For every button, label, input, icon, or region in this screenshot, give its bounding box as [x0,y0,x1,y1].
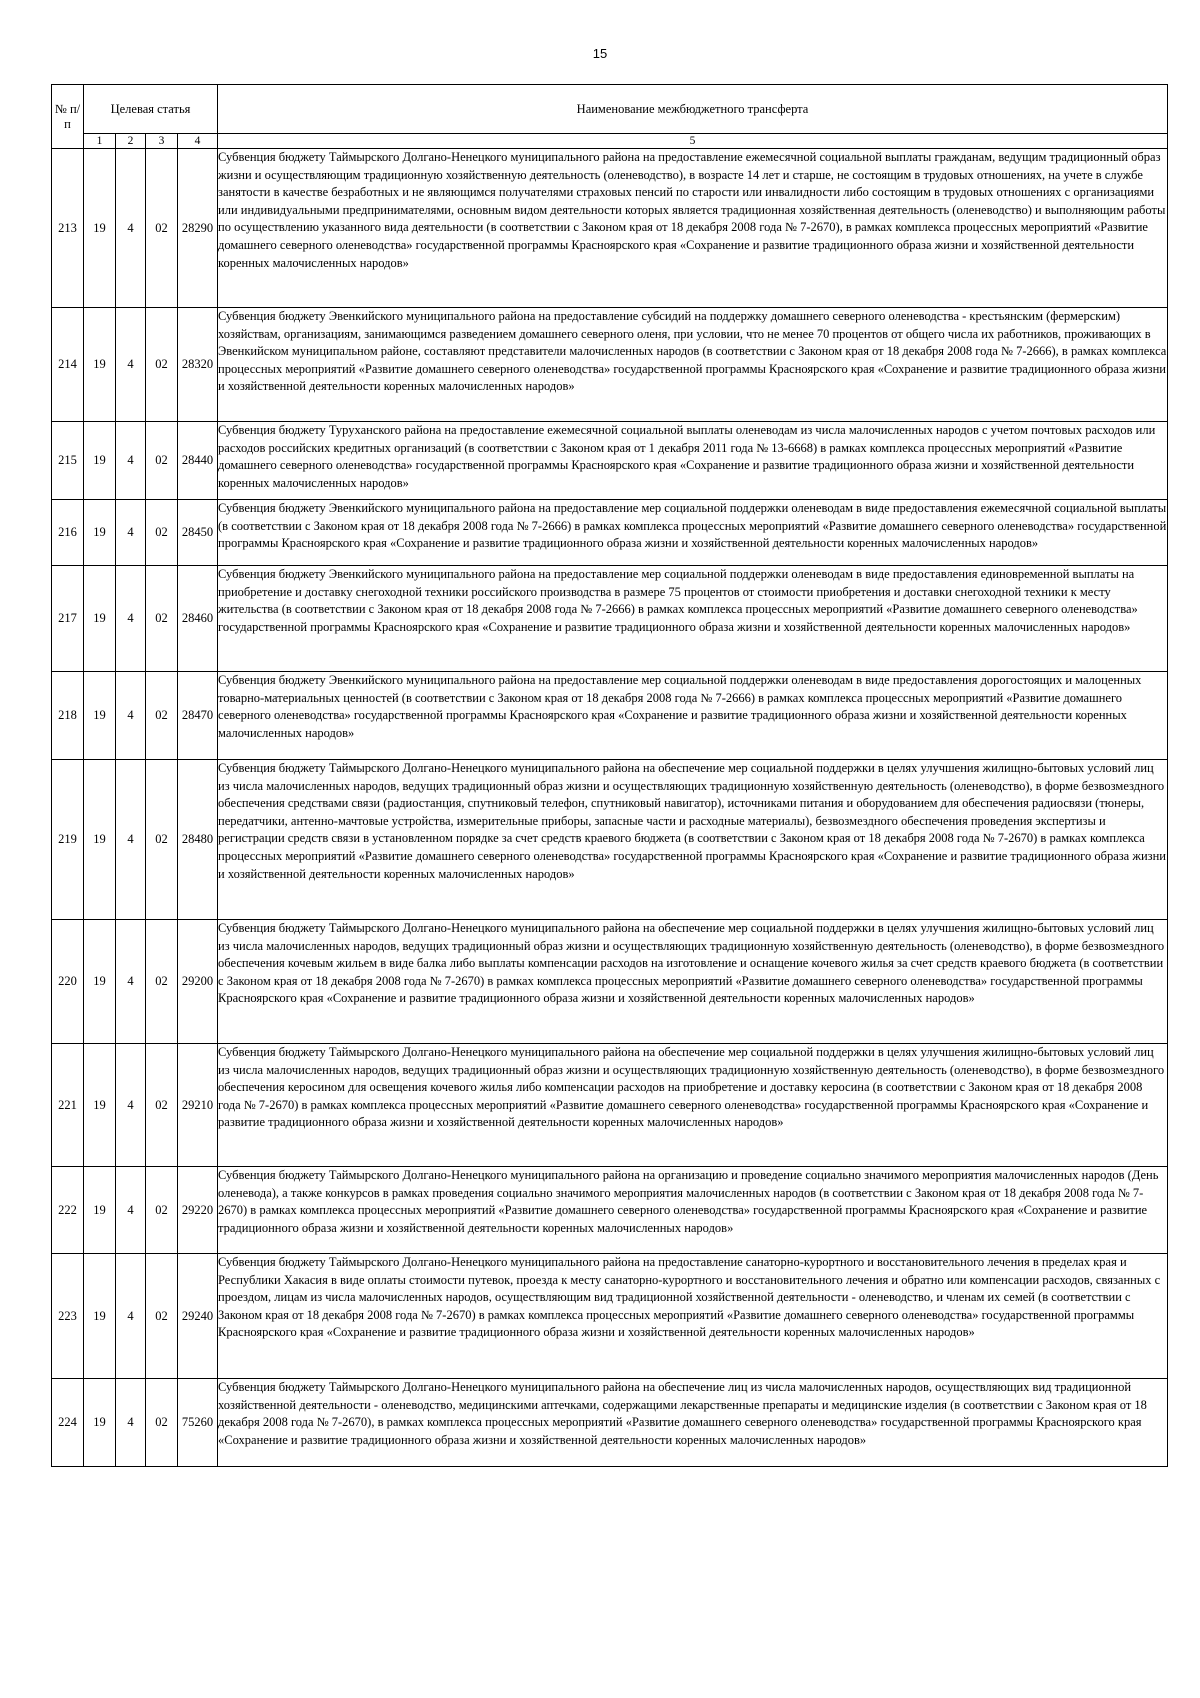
row-number-cell: 214 [52,308,84,422]
article-part-2-cell: 4 [116,422,146,500]
article-part-3-cell: 02 [146,1167,178,1254]
article-part-3-cell: 02 [146,308,178,422]
transfer-name-cell: Субвенция бюджету Таймырского Долгано-Ненецкого муниципального района на обеспечение лиц из числа малочисленных народов, осуществляющих вид традиционной хозяйственной деятельности - оленеводство, медицинскими аптечками, содержащими лекарственные препараты и медицинские изделия (в соответствии с Законом края от 18 декабря 2008 года № 7-2670), в рамках комплекса процессных мероприятий «Развитие домашнего северного оленеводства» государственной программы Красноярского края «Сохранение и развитие традиционного образа жизни и хозяйственной деятельности коренных малочисленных народов» [218,1379,1168,1467]
article-part-1-cell: 19 [84,308,116,422]
transfer-name-cell: Субвенция бюджету Таймырского Долгано-Ненецкого муниципального района на обеспечение мер социальной поддержки в целях улучшения жилищно-бытовых условий лиц из числа малочисленных народов, ведущих традиционный образ жизни и осуществляющих традиционную хозяйственную деятельность (оленеводство), в форме безвозмездного обеспечения средствами связи (радиостанция, спутниковый телефон, спутниковый навигатор), источниками питания и оборудованием для обеспечения радиосвязи (тюнеры, передатчики, антенно-мачтовые устройства, измерительные приборы, запасные части и расходные материалы), безвозмездного обеспечения проведения экспертизы и регистрации средств связи в установленном порядке за счет средств краевого бюджета (в соответствии с Законом края от 18 декабря 2008 года № 7-2670) в рамках комплекса процессных мероприятий «Развитие домашнего северного оленеводства» государственной программы Красноярского края «Сохранение и развитие традиционного образа жизни и хозяйственной деятельности коренных малочисленных народов» [218,760,1168,920]
article-part-2-cell: 4 [116,1044,146,1167]
transfer-name-cell: Субвенция бюджету Таймырского Долгано-Ненецкого муниципального района на предоставление санаторно-курортного и восстановительного лечения в пределах края и Республики Хакасия в виде оплаты стоимости путевок, проезда к месту санаторно-курортного и восстановительного лечения и обратно или компенсации расходов, связанных с проездом, лицам из числа малочисленных народов, осуществляющим вид традиционной хозяйственной деятельности - оленеводство, и членам их семей (в соответствии с Законом края от 18 декабря 2008 года № 7-2670) в рамках комплекса процессных мероприятий «Развитие домашнего северного оленеводства» государственной программы Красноярского края «Сохранение и развитие традиционного образа жизни и хозяйственной деятельности коренных малочисленных народов» [218,1254,1168,1379]
transfer-name-cell: Субвенция бюджету Туруханского района на предоставление ежемесячной социальной выплаты оленеводам из числа малочисленных народов с учетом почтовых расходов или расходов российских кредитных организаций (в соответствии с Законом края от 1 декабря 2011 года № 13-6668) в рамках комплекса процессных мероприятий «Развитие домашнего северного оленеводства» государственной программы Красноярского края «Сохранение и развитие традиционного образа жизни и хозяйственной деятельности коренных малочисленных народов» [218,422,1168,500]
article-part-1-cell: 19 [84,1254,116,1379]
article-part-2-cell: 4 [116,566,146,672]
row-number-cell: 217 [52,566,84,672]
row-number-cell: 220 [52,920,84,1044]
article-part-4-cell: 28440 [178,422,218,500]
article-part-3-cell: 02 [146,920,178,1044]
article-part-2-cell: 4 [116,308,146,422]
table-row [52,1044,1168,1167]
header-col-number: 4 [178,134,218,149]
transfer-name-cell: Субвенция бюджету Таймырского Долгано-Ненецкого муниципального района на обеспечение мер социальной поддержки в целях улучшения жилищно-бытовых условий лиц из числа малочисленных народов, ведущих традиционный образ жизни и осуществляющих традиционную хозяйственную деятельность (оленеводство), в форме безвозмездного обеспечения кочевым жильем в виде балка либо выплаты компенсации расходов на изготовление и оснащение кочевого жилья за счет средств краевого бюджета (в соответствии с Законом края от 18 декабря 2008 года № 7-2670) в рамках комплекса процессных мероприятий «Развитие домашнего северного оленеводства» государственной программы Красноярского края «Сохранение и развитие традиционного образа жизни и хозяйственной деятельности коренных малочисленных народов» [218,920,1168,1044]
article-part-4-cell: 28460 [178,566,218,672]
article-part-4-cell: 29220 [178,1167,218,1254]
table-row [52,566,1168,672]
article-part-1-cell: 19 [84,1044,116,1167]
row-number-cell: 223 [52,1254,84,1379]
table-row [52,1254,1168,1379]
header-transfer-name: Наименование межбюджетного трансферта [218,85,1168,134]
transfer-name-cell: Субвенция бюджету Эвенкийского муниципального района на предоставление субсидий на поддержку домашнего северного оленеводства - крестьянским (фермерским) хозяйствам, организациям, занимающимся разведением домашнего северного оленя, при условии, что не менее 70 процентов от общего числа их работников, проживающих в Эвенкийском муниципальном районе, составляют представители малочисленных народов (в соответствии с Законом края от 18 декабря 2008 года № 7-2666), в рамках комплекса процессных мероприятий «Развитие домашнего северного оленеводства» государственной программы Красноярского края «Сохранение и развитие традиционного образа жизни и хозяйственной деятельности коренных малочисленных народов» [218,308,1168,422]
article-part-2-cell: 4 [116,1254,146,1379]
table-row [52,149,1168,308]
article-part-3-cell: 02 [146,1044,178,1167]
article-part-1-cell: 19 [84,1379,116,1467]
article-part-3-cell: 02 [146,760,178,920]
article-part-1-cell: 19 [84,422,116,500]
header-col-numbers-row [52,134,1168,149]
header-col-number: 2 [116,134,146,149]
row-number-cell: 218 [52,672,84,760]
transfer-name-cell: Субвенция бюджету Эвенкийского муниципального района на предоставление мер социальной поддержки оленеводам в виде предоставления ежемесячной социальной выплаты (в соответствии с Законом края от 18 декабря 2008 года № 7-2666) в рамках комплекса процессных мероприятий «Развитие домашнего северного оленеводства» государственной программы Красноярского края «Сохранение и развитие традиционного образа жизни и хозяйственной деятельности коренных малочисленных народов» [218,500,1168,566]
article-part-4-cell: 29210 [178,1044,218,1167]
article-part-2-cell: 4 [116,500,146,566]
article-part-3-cell: 02 [146,672,178,760]
article-part-3-cell: 02 [146,1379,178,1467]
article-part-2-cell: 4 [116,672,146,760]
article-part-3-cell: 02 [146,149,178,308]
header-col-number: 5 [218,134,1168,149]
header-col-number: 3 [146,134,178,149]
article-part-4-cell: 28470 [178,672,218,760]
article-part-3-cell: 02 [146,566,178,672]
article-part-4-cell: 28290 [178,149,218,308]
article-part-1-cell: 19 [84,566,116,672]
article-part-4-cell: 29240 [178,1254,218,1379]
row-number-cell: 215 [52,422,84,500]
table-row [52,920,1168,1044]
article-part-3-cell: 02 [146,422,178,500]
table-row [52,672,1168,760]
article-part-1-cell: 19 [84,500,116,566]
transfer-name-cell: Субвенция бюджету Эвенкийского муниципального района на предоставление мер социальной поддержки оленеводам в виде предоставления единовременной выплаты на приобретение и доставку снегоходной техники российского производства в размере 75 процентов от стоимости приобретения и доставки снегоходной техники к месту жительства (в соответствии с Законом края от 18 декабря 2008 года № 7-2666) в рамках комплекса процессных мероприятий «Развитие домашнего северного оленеводства» государственной программы Красноярского края «Сохранение и развитие традиционного образа жизни и хозяйственной деятельности коренных малочисленных народов» [218,566,1168,672]
article-part-4-cell: 75260 [178,1379,218,1467]
row-number-cell: 221 [52,1044,84,1167]
article-part-1-cell: 19 [84,1167,116,1254]
article-part-4-cell: 28320 [178,308,218,422]
table-row [52,308,1168,422]
table-row [52,1379,1168,1467]
transfer-name-cell: Субвенция бюджету Таймырского Долгано-Ненецкого муниципального района на организацию и проведение социально значимого мероприятия малочисленных народов (День оленевода), а также конкурсов в рамках проведения социально значимого мероприятия малочисленных народов (в соответствии с Законом края от 18 декабря 2008 года № 7-2670) в рамках комплекса процессных мероприятий «Развитие домашнего северного оленеводства» государственной программы Красноярского края «Сохранение и развитие традиционного образа жизни и хозяйственной деятельности коренных малочисленных народов» [218,1167,1168,1254]
article-part-4-cell: 28450 [178,500,218,566]
article-part-3-cell: 02 [146,1254,178,1379]
row-number-cell: 213 [52,149,84,308]
header-row [52,85,1168,134]
header-target-article: Целевая статья [84,85,218,134]
article-part-2-cell: 4 [116,1167,146,1254]
table-row [52,422,1168,500]
article-part-1-cell: 19 [84,149,116,308]
row-number-cell: 224 [52,1379,84,1467]
article-part-2-cell: 4 [116,760,146,920]
article-part-2-cell: 4 [116,1379,146,1467]
article-part-1-cell: 19 [84,760,116,920]
table-row [52,500,1168,566]
table-row [52,760,1168,920]
article-part-1-cell: 19 [84,920,116,1044]
transfer-name-cell: Субвенция бюджету Таймырского Долгано-Ненецкого муниципального района на предоставление ежемесячной социальной выплаты гражданам, ведущим традиционный образ жизни и осуществляющим традиционную хозяйственную деятельность (оленеводство), в возрасте 14 лет и старше, не состоящим в трудовых отношениях, на учете в службе занятости в качестве безработных и не являющимся получателями страховых пенсий по старости или инвалидности либо состоящим в трудовых отношениях с организациями или индивидуальными предпринимателями, основным видом деятельности которых является традиционная хозяйственная деятельность (оленеводство) и выполняющим работы по осуществлению указанного вида деятельности (в соответствии с Законом края от 18 декабря 2008 года № 7-2670), в рамках комплекса процессных мероприятий «Развитие домашнего северного оленеводства» государственной программы Красноярского края «Сохранение и развитие традиционного образа жизни и хозяйственной деятельности коренных малочисленных народов» [218,149,1168,308]
transfer-name-cell: Субвенция бюджету Таймырского Долгано-Ненецкого муниципального района на обеспечение мер социальной поддержки в целях улучшения жилищно-бытовых условий лиц из числа малочисленных народов, ведущих традиционный образ жизни и осуществляющих традиционную хозяйственную деятельность (оленеводство), в форме безвозмездного обеспечения керосином для освещения кочевого жилья либо компенсации расходов на приобретение и доставку керосина (в соответствии с Законом края от 18 декабря 2008 года № 7-2670) в рамках комплекса процессных мероприятий «Развитие домашнего северного оленеводства» государственной программы Красноярского края «Сохранение и развитие традиционного образа жизни и хозяйственной деятельности коренных малочисленных народов» [218,1044,1168,1167]
transfer-name-cell: Субвенция бюджету Эвенкийского муниципального района на предоставление мер социальной поддержки оленеводам в виде предоставления дорогостоящих и малоценных товарно-материальных ценностей (в соответствии с Законом края от 18 декабря 2008 года № 7-2666) в рамках комплекса процессных мероприятий «Развитие домашнего северного оленеводства» государственной программы Красноярского края «Сохранение и развитие традиционного образа жизни и хозяйственной деятельности коренных малочисленных народов» [218,672,1168,760]
article-part-1-cell: 19 [84,672,116,760]
article-part-4-cell: 29200 [178,920,218,1044]
article-part-4-cell: 28480 [178,760,218,920]
page-number: 15 [592,46,608,61]
header-num: № п/п [52,85,84,149]
article-part-2-cell: 4 [116,149,146,308]
transfers-table [51,84,1168,1467]
header-col-number: 1 [84,134,116,149]
article-part-2-cell: 4 [116,920,146,1044]
table-body [52,149,1168,1467]
row-number-cell: 222 [52,1167,84,1254]
row-number-cell: 216 [52,500,84,566]
article-part-3-cell: 02 [146,500,178,566]
row-number-cell: 219 [52,760,84,920]
table-row [52,1167,1168,1254]
